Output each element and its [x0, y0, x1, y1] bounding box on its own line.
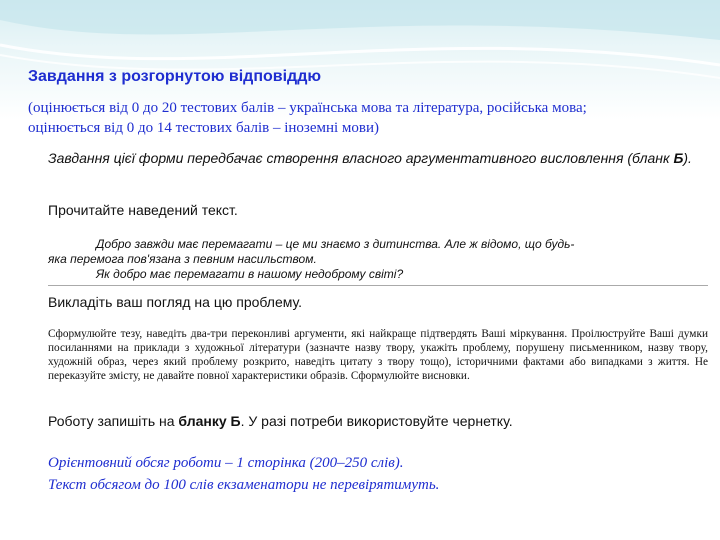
quote-line-3: Як добро має перемагати в нашому недоброму світі? [96, 267, 404, 281]
task-intro-form: Б [673, 150, 684, 166]
volume-note [48, 452, 708, 496]
section-heading: Завдання з розгорнутою відповіддю [28, 68, 322, 85]
state-view-instruction: Викладіть ваш погляд на цю проблему. [48, 294, 303, 310]
write-instruction-form: бланку Б [178, 413, 241, 429]
decorative-wave [0, 0, 720, 110]
evaluation-note [28, 98, 714, 138]
quote-line-2: яка перемога пов'язана з певним насильством. [48, 252, 317, 266]
read-text-instruction: Прочитайте наведений текст. [48, 202, 238, 218]
divider [48, 285, 708, 286]
task-intro-end: ). [683, 150, 692, 166]
detailed-instructions: Сформулюйте тезу, наведіть два-три переконливі аргументи, які найкраще підтвердять Ваші міркування. Проілюструйте Ваші думки посиланнями на приклади з художньої літератури (зазначте назву твору, укажіть проблему, порушену письменником, назву твору, художній образ, через який проблему розкрито, наведіть цитату з твору тощо), історичними фактами або випадками з життя. Не переказуйте змісту, не давайте повної характеристики образів. Сформулюйте висновки. [48, 328, 708, 382]
write-instruction-after: . У разі потреби використовуйте чернетку. [240, 413, 513, 429]
volume-line-2: Текст обсягом до 100 слів екзаменатори не перевірятимуть. [48, 477, 440, 493]
volume-line-1: Орієнтовний обсяг роботи – 1 сторінка (200–250 слів). [48, 455, 404, 471]
write-instruction-before: Роботу запишіть на [48, 413, 179, 429]
quote-line-1: Добро завжди має перемагати – це ми знаємо з дитинства. Але ж відомо, що будь- [96, 237, 575, 251]
evaluation-line-2: оцінюється від 0 до 14 тестових балів – іноземні мови) [28, 120, 380, 136]
task-intro [48, 150, 708, 167]
quoted-text [48, 237, 708, 282]
evaluation-line-1: (оцінюється від 0 до 20 тестових балів – українська мова та література, російська мова; [28, 100, 587, 116]
write-instruction [48, 413, 708, 429]
task-intro-text: Завдання цієї форми передбачає створення власного аргументативного висловлення (бланк [48, 150, 674, 166]
